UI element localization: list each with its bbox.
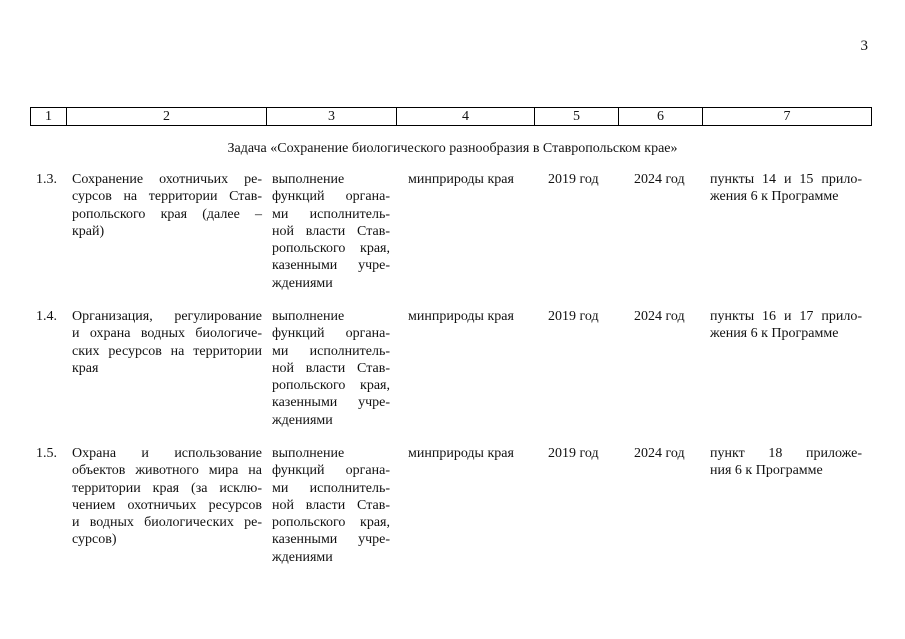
row-responsible: минприроды края xyxy=(408,446,514,461)
row-name: Организация, регулирование и охрана водных биологиче- ских ресурсов на территории края xyxy=(72,309,262,376)
column-header-cell: 3 xyxy=(267,108,397,126)
page-number: 3 xyxy=(860,38,868,54)
task-title: Задача «Сохранение биологического разнообразия в Ставропольском крае» xyxy=(227,141,678,156)
column-header-cell: 6 xyxy=(619,108,703,126)
column-header-cell: 1 xyxy=(31,108,67,126)
row-start-year: 2019 год xyxy=(548,309,599,324)
row-name: Сохранение охотничьих ре- сурсов на территории Став- ропольского края (далее – край) xyxy=(72,172,262,239)
row-number: 1.4. xyxy=(36,309,57,324)
column-header-row xyxy=(31,108,872,126)
row-end-year: 2024 год xyxy=(634,172,685,187)
row-name: Охрана и использование объектов животного мира на территории края (за исклю- чением охотничьих ресурсов и водных биологических ре- сурсов) xyxy=(72,446,262,548)
row-responsible: минприроды края xyxy=(408,309,514,324)
column-header-cell: 2 xyxy=(67,108,267,126)
column-header-cell: 4 xyxy=(397,108,535,126)
row-number: 1.5. xyxy=(36,446,57,461)
row-reference: пункты 14 и 15 прило- жения 6 к Программе xyxy=(710,172,862,205)
row-end-year: 2024 год xyxy=(634,309,685,324)
row-execution-method: выполнение функций органа- ми исполнитель- ной власти Став- ропольского края, казенными учре- ждениями xyxy=(272,172,390,291)
column-header-cell: 5 xyxy=(535,108,619,126)
row-execution-method: выполнение функций органа- ми исполнитель- ной власти Став- ропольского края, казенными учре- ждениями xyxy=(272,446,390,565)
row-responsible: минприроды края xyxy=(408,172,514,187)
row-execution-method: выполнение функций органа- ми исполнитель- ной власти Став- ропольского края, казенными учре- ждениями xyxy=(272,309,390,428)
row-reference: пункт 18 приложе- ния 6 к Программе xyxy=(710,446,862,479)
row-start-year: 2019 год xyxy=(548,172,599,187)
row-end-year: 2024 год xyxy=(634,446,685,461)
column-header-cell: 7 xyxy=(703,108,872,126)
row-start-year: 2019 год xyxy=(548,446,599,461)
row-reference: пункты 16 и 17 прило- жения 6 к Программе xyxy=(710,309,862,342)
column-header-table xyxy=(30,107,872,126)
row-number: 1.3. xyxy=(36,172,57,187)
